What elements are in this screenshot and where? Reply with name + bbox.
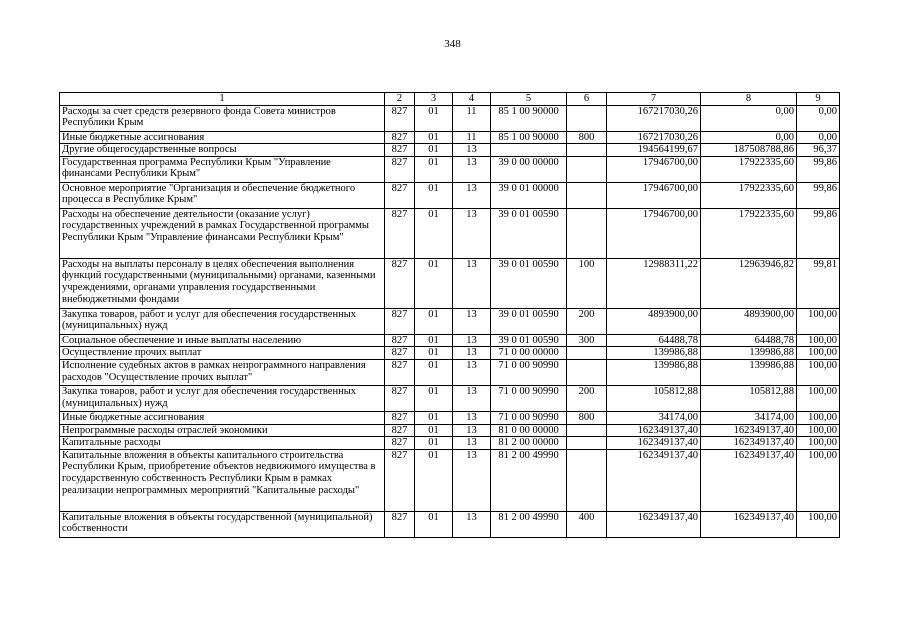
cell-target-article: 85 1 00 90000: [491, 105, 567, 131]
cell-target-article: 39 0 01 00590: [491, 308, 567, 334]
cell-section: 01: [415, 131, 453, 144]
cell-planned-amount: 162349137,40: [607, 511, 701, 537]
cell-target-article: 39 0 01 00590: [491, 334, 567, 347]
cell-planned-amount: 194564199,67: [607, 144, 701, 157]
cell-description: Капитальные вложения в объекты капитального строительства Республики Крым, приобретение объектов недвижимого имущества в государственную собственность Республики Крым в рамках реализации непрограммных мероприятий "Капитальные расходы": [60, 449, 385, 511]
budget-table: [59, 92, 840, 538]
cell-planned-amount: 12988311,22: [607, 258, 701, 308]
cell-percent: 99,86: [797, 182, 840, 208]
cell-description: Расходы на выплаты персоналу в целях обеспечения выполнения функций государственными (муниципальными) органами, казенными учреждениями, органами управления государственными внебюджетными фондами: [60, 258, 385, 308]
cell-percent: 100,00: [797, 511, 840, 537]
cell-section: 01: [415, 308, 453, 334]
cell-target-article: 71 0 00 90990: [491, 411, 567, 424]
cell-ministry-code: 827: [385, 208, 415, 258]
cell-percent: 96,37: [797, 144, 840, 157]
cell-description: Социальное обеспечение и иные выплаты населению: [60, 334, 385, 347]
cell-actual-amount: 162349137,40: [701, 424, 797, 437]
page-number: 348: [444, 38, 461, 50]
cell-expense-type: [567, 182, 607, 208]
table-row: [60, 424, 840, 437]
cell-percent: 99,86: [797, 208, 840, 258]
cell-expense-type: [567, 156, 607, 182]
cell-planned-amount: 17946700,00: [607, 182, 701, 208]
column-header: 3: [415, 93, 453, 106]
cell-ministry-code: 827: [385, 449, 415, 511]
table-row: [60, 449, 840, 511]
cell-actual-amount: 139986,88: [701, 359, 797, 385]
cell-actual-amount: 187508788,86: [701, 144, 797, 157]
cell-ministry-code: 827: [385, 144, 415, 157]
cell-ministry-code: 827: [385, 258, 415, 308]
cell-description: Расходы на обеспечение деятельности (оказание услуг) государственных учреждений в рамках Государственной программы Республики Крым "Управление финансами Республики Крым": [60, 208, 385, 258]
cell-actual-amount: 64488,78: [701, 334, 797, 347]
cell-subsection: 13: [453, 258, 491, 308]
cell-actual-amount: 162349137,40: [701, 449, 797, 511]
cell-description: Государственная программа Республики Крым "Управление финансами Республики Крым": [60, 156, 385, 182]
column-header: 9: [797, 93, 840, 106]
cell-percent: 100,00: [797, 359, 840, 385]
cell-percent: 0,00: [797, 105, 840, 131]
cell-subsection: 13: [453, 334, 491, 347]
table-row: [60, 208, 840, 258]
cell-expense-type: [567, 144, 607, 157]
cell-description: Основное мероприятие "Организация и обеспечение бюджетного процесса в Республике Крым": [60, 182, 385, 208]
cell-section: 01: [415, 258, 453, 308]
cell-subsection: 13: [453, 144, 491, 157]
cell-actual-amount: 17922335,60: [701, 208, 797, 258]
cell-actual-amount: 139986,88: [701, 347, 797, 360]
column-header: 4: [453, 93, 491, 106]
cell-planned-amount: 167217030,26: [607, 105, 701, 131]
cell-subsection: 13: [453, 385, 491, 411]
cell-description: Непрограммные расходы отраслей экономики: [60, 424, 385, 437]
cell-percent: 0,00: [797, 131, 840, 144]
cell-target-article: 71 0 00 90990: [491, 359, 567, 385]
cell-percent: 100,00: [797, 424, 840, 437]
cell-description: Закупка товаров, работ и услуг для обеспечения государственных (муниципальных) нужд: [60, 385, 385, 411]
cell-section: 01: [415, 437, 453, 450]
cell-subsection: 13: [453, 411, 491, 424]
cell-percent: 100,00: [797, 385, 840, 411]
cell-description: Капитальные вложения в объекты государственной (муниципальной) собственности: [60, 511, 385, 537]
table-row: [60, 131, 840, 144]
cell-actual-amount: 17922335,60: [701, 156, 797, 182]
cell-description: Иные бюджетные ассигнования: [60, 131, 385, 144]
cell-subsection: 13: [453, 359, 491, 385]
cell-section: 01: [415, 449, 453, 511]
cell-subsection: 13: [453, 156, 491, 182]
cell-planned-amount: 162349137,40: [607, 449, 701, 511]
cell-ministry-code: 827: [385, 308, 415, 334]
cell-target-article: 81 2 00 49990: [491, 511, 567, 537]
cell-subsection: 13: [453, 437, 491, 450]
column-header: 2: [385, 93, 415, 106]
table-row: [60, 347, 840, 360]
cell-expense-type: [567, 437, 607, 450]
cell-planned-amount: 162349137,40: [607, 424, 701, 437]
cell-section: 01: [415, 208, 453, 258]
cell-expense-type: [567, 359, 607, 385]
cell-section: 01: [415, 424, 453, 437]
table-row: [60, 511, 840, 537]
cell-section: 01: [415, 182, 453, 208]
cell-section: 01: [415, 334, 453, 347]
cell-ministry-code: 827: [385, 156, 415, 182]
cell-description: Исполнение судебных актов в рамках непрограммного направления расходов "Осуществление прочих выплат": [60, 359, 385, 385]
column-header: 5: [491, 93, 567, 106]
cell-subsection: 11: [453, 131, 491, 144]
table-row: [60, 385, 840, 411]
cell-expense-type: [567, 105, 607, 131]
cell-planned-amount: 34174,00: [607, 411, 701, 424]
cell-planned-amount: 64488,78: [607, 334, 701, 347]
cell-description: Иные бюджетные ассигнования: [60, 411, 385, 424]
column-header: 7: [607, 93, 701, 106]
header-row: [60, 93, 840, 106]
cell-ministry-code: 827: [385, 411, 415, 424]
cell-target-article: 39 0 01 00590: [491, 208, 567, 258]
cell-planned-amount: 105812,88: [607, 385, 701, 411]
column-header: 6: [567, 93, 607, 106]
cell-expense-type: 800: [567, 131, 607, 144]
cell-section: 01: [415, 347, 453, 360]
cell-actual-amount: 0,00: [701, 131, 797, 144]
cell-section: 01: [415, 359, 453, 385]
cell-ministry-code: 827: [385, 347, 415, 360]
cell-actual-amount: 162349137,40: [701, 511, 797, 537]
cell-planned-amount: 167217030,26: [607, 131, 701, 144]
cell-subsection: 13: [453, 208, 491, 258]
cell-expense-type: [567, 424, 607, 437]
cell-actual-amount: 4893900,00: [701, 308, 797, 334]
cell-section: 01: [415, 105, 453, 131]
cell-subsection: 13: [453, 449, 491, 511]
column-header: 8: [701, 93, 797, 106]
cell-subsection: 13: [453, 511, 491, 537]
cell-target-article: 39 0 01 00590: [491, 258, 567, 308]
cell-subsection: 13: [453, 424, 491, 437]
cell-planned-amount: 4893900,00: [607, 308, 701, 334]
cell-expense-type: 100: [567, 258, 607, 308]
table-row: [60, 258, 840, 308]
cell-ministry-code: 827: [385, 385, 415, 411]
cell-target-article: 81 2 00 49990: [491, 449, 567, 511]
cell-planned-amount: 162349137,40: [607, 437, 701, 450]
cell-description: Капитальные расходы: [60, 437, 385, 450]
cell-target-article: 81 0 00 00000: [491, 424, 567, 437]
cell-subsection: 11: [453, 105, 491, 131]
cell-ministry-code: 827: [385, 437, 415, 450]
table-row: [60, 144, 840, 157]
cell-ministry-code: 827: [385, 182, 415, 208]
cell-percent: 100,00: [797, 449, 840, 511]
cell-expense-type: [567, 449, 607, 511]
cell-target-article: 71 0 00 90990: [491, 385, 567, 411]
cell-section: 01: [415, 411, 453, 424]
cell-planned-amount: 139986,88: [607, 359, 701, 385]
cell-ministry-code: 827: [385, 424, 415, 437]
cell-ministry-code: 827: [385, 334, 415, 347]
cell-actual-amount: 0,00: [701, 105, 797, 131]
table-row: [60, 156, 840, 182]
cell-subsection: 13: [453, 182, 491, 208]
cell-actual-amount: 12963946,82: [701, 258, 797, 308]
cell-percent: 100,00: [797, 334, 840, 347]
cell-expense-type: [567, 347, 607, 360]
cell-description: Расходы за счет средств резервного фонда Совета министров Республики Крым: [60, 105, 385, 131]
cell-section: 01: [415, 156, 453, 182]
cell-section: 01: [415, 144, 453, 157]
cell-description: Закупка товаров, работ и услуг для обеспечения государственных (муниципальных) нужд: [60, 308, 385, 334]
cell-expense-type: 800: [567, 411, 607, 424]
table-row: [60, 308, 840, 334]
column-header: 1: [60, 93, 385, 106]
cell-ministry-code: 827: [385, 105, 415, 131]
cell-ministry-code: 827: [385, 359, 415, 385]
cell-target-article: 39 0 00 00000: [491, 156, 567, 182]
table-row: [60, 182, 840, 208]
cell-section: 01: [415, 511, 453, 537]
table-row: [60, 334, 840, 347]
cell-subsection: 13: [453, 308, 491, 334]
cell-actual-amount: 105812,88: [701, 385, 797, 411]
cell-actual-amount: 17922335,60: [701, 182, 797, 208]
table-row: [60, 411, 840, 424]
cell-expense-type: 200: [567, 308, 607, 334]
cell-subsection: 13: [453, 347, 491, 360]
table-row: [60, 105, 840, 131]
cell-expense-type: [567, 208, 607, 258]
cell-percent: 99,81: [797, 258, 840, 308]
cell-ministry-code: 827: [385, 131, 415, 144]
cell-expense-type: 400: [567, 511, 607, 537]
cell-expense-type: 200: [567, 385, 607, 411]
cell-target-article: [491, 144, 567, 157]
cell-percent: 100,00: [797, 411, 840, 424]
cell-percent: 100,00: [797, 437, 840, 450]
cell-ministry-code: 827: [385, 511, 415, 537]
cell-description: Осуществление прочих выплат: [60, 347, 385, 360]
cell-planned-amount: 17946700,00: [607, 156, 701, 182]
table-row: [60, 437, 840, 450]
cell-description: Другие общегосударственные вопросы: [60, 144, 385, 157]
cell-percent: 100,00: [797, 308, 840, 334]
cell-target-article: 81 2 00 00000: [491, 437, 567, 450]
cell-planned-amount: 139986,88: [607, 347, 701, 360]
cell-actual-amount: 162349137,40: [701, 437, 797, 450]
cell-section: 01: [415, 385, 453, 411]
cell-percent: 99,86: [797, 156, 840, 182]
cell-planned-amount: 17946700,00: [607, 208, 701, 258]
cell-target-article: 39 0 01 00000: [491, 182, 567, 208]
cell-actual-amount: 34174,00: [701, 411, 797, 424]
cell-target-article: 71 0 00 00000: [491, 347, 567, 360]
cell-target-article: 85 1 00 90000: [491, 131, 567, 144]
cell-expense-type: 300: [567, 334, 607, 347]
table-row: [60, 359, 840, 385]
cell-percent: 100,00: [797, 347, 840, 360]
